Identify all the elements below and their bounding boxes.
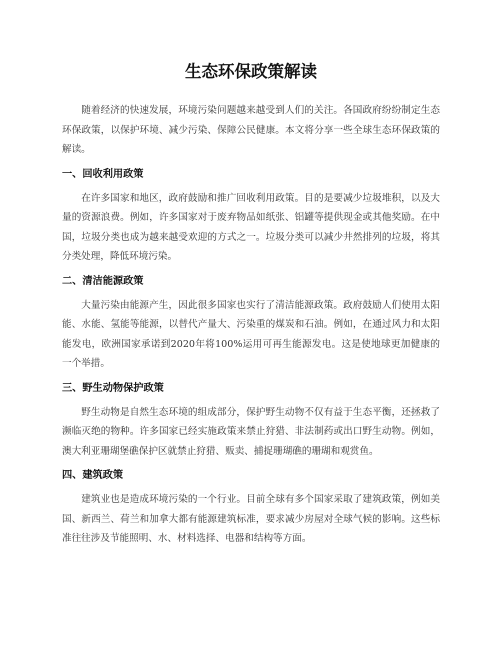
- document-title: 生态环保政策解读: [185, 62, 317, 81]
- section-body: 野生动物是自然生态环境的组成部分，保护野生动物不仅有益于生态平衡，还拯救了濒临灭绝的物种。许多国家已经实施政策来禁止狩猎、非法制药或出口野生动物。例如，澳大利亚珊瑚堡礁保护区就禁止狩猎、贩卖、捕捉珊瑚礁的珊瑚和观赏鱼。: [62, 406, 440, 457]
- section-clean-energy: [62, 274, 440, 374]
- section-heading: 三、野生动物保护政策: [62, 382, 164, 394]
- section-wildlife-protection: [62, 381, 440, 462]
- section-body: 在许多国家和地区，政府鼓励和推广回收利用政策。目的是要减少垃圾堆积，以及大量的资源浪费。例如，许多国家对于废弃物品如纸张、铝罐等提供现金或其他奖励。在中国，垃圾分类也成为越来越受欢迎的方式之一。垃圾分类可以减少井然排列的垃圾，将其分类处理，降低环境污染。: [62, 192, 440, 262]
- section-heading: 一、回收利用政策: [62, 168, 144, 180]
- section-building: [62, 468, 440, 549]
- section-recycling: [62, 167, 440, 267]
- section-heading: 二、清洁能源政策: [62, 275, 144, 287]
- intro-paragraph: 随着经济的快速发展，环境污染问题越来越受到人们的关注。各国政府纷纷制定生态环保政策，以保护环境、减少污染、保障公民健康。本文将分享一些全球生态环保政策的解读。: [62, 105, 440, 155]
- section-body: 大量污染由能源产生，因此很多国家也实行了清洁能源政策。政府鼓励人们使用太阳能、水能、氢能等能源，以替代产量大、污染重的煤炭和石油。例如，在通过风力和太阳能发电，欧洲国家承诺到2020年将100%运用可再生能源发电。这是使地球更加健康的一个举措。: [62, 299, 440, 369]
- section-heading: 四、建筑政策: [62, 470, 124, 481]
- section-body: 建筑业也是造成环境污染的一个行业。目前全球有多个国家采取了建筑政策，例如美国、新西兰、荷兰和加拿大都有能源建筑标准，要求减少房屋对全球气候的影响。这些标准往往涉及节能照明、水、材料选择、电器和结构等方面。: [62, 494, 440, 544]
